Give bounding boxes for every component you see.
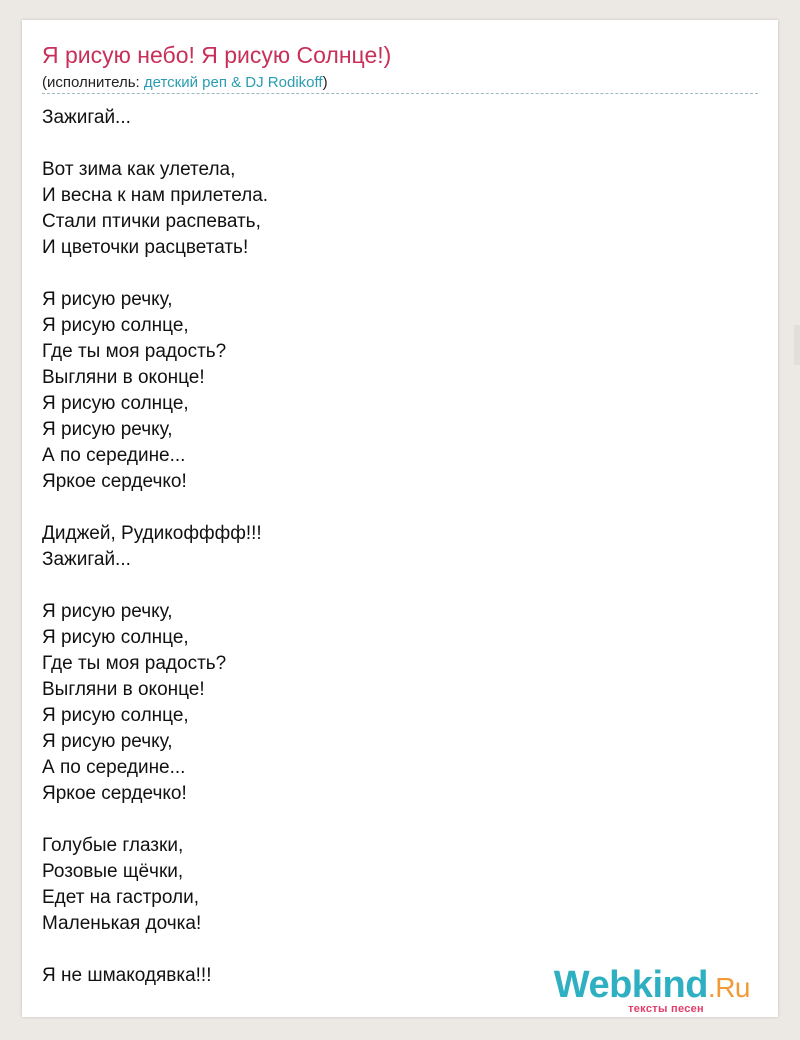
lyric-line: Где ты моя радость? <box>42 653 227 674</box>
lyric-line: Я рисую речку, <box>42 601 173 622</box>
stanza-break <box>42 937 742 963</box>
lyric-line: Розовые щёчки, <box>42 861 184 882</box>
logo-tagline: тексты песен <box>628 1003 704 1015</box>
stanza-break <box>42 573 742 599</box>
logo-wordmark <box>554 965 750 1008</box>
lyric-line: Голубые глазки, <box>42 835 184 856</box>
lyric-line: Маленькая дочка! <box>42 913 202 934</box>
lyrics-text <box>42 105 742 989</box>
lyric-line: Я рисую солнце, <box>42 627 189 648</box>
lyric-line: Я рисую солнце, <box>42 705 189 726</box>
lyric-line: Едет на гастроли, <box>42 887 199 908</box>
lyric-line: Я не шмакодявка!!! <box>42 965 212 986</box>
artist-link[interactable]: детский реп & DJ Rodikoff <box>143 74 323 91</box>
stanza-break <box>42 261 742 287</box>
lyric-line: Я рисую речку, <box>42 731 173 752</box>
lyric-line: Я рисую солнце, <box>42 393 189 414</box>
lyric-line: Яркое сердечко! <box>42 783 187 804</box>
lyric-line: Зажигай... <box>42 107 131 128</box>
lyric-line: А по середине... <box>42 757 186 778</box>
stanza-break <box>42 807 742 833</box>
lyric-line: Я рисую речку, <box>42 419 173 440</box>
lyric-line: Где ты моя радость? <box>42 341 227 362</box>
lyric-line: Вот зима как улетела, <box>42 159 236 180</box>
lyric-line: Выгляни в оконце! <box>42 679 205 700</box>
lyric-line: Стали птички распевать, <box>42 211 261 232</box>
title-divider <box>42 93 758 94</box>
lyric-line: И весна к нам прилетела. <box>42 185 269 206</box>
page-edge-marker <box>794 325 800 365</box>
lyric-line: А по середине... <box>42 445 186 466</box>
webkind-logo[interactable] <box>550 965 750 1017</box>
performer-suffix: ) <box>322 74 328 91</box>
performer-prefix: (исполнитель: <box>42 74 144 91</box>
lyric-line: Зажигай... <box>42 549 131 570</box>
song-title: Я рисую небо! Я рисую Солнце!) <box>42 42 392 68</box>
lyric-line: Я рисую речку, <box>42 289 173 310</box>
lyric-line: Выгляни в оконце! <box>42 367 205 388</box>
lyric-line: Диджей, Рудикофффф!!! <box>42 523 262 544</box>
stanza-break <box>42 131 742 157</box>
logo-name: Webkind <box>553 964 708 1006</box>
performer-line <box>42 74 328 91</box>
stanza-break <box>42 495 742 521</box>
lyrics-card <box>22 20 778 1017</box>
logo-tld: .Ru <box>707 972 750 1003</box>
lyric-line: Я рисую солнце, <box>42 315 189 336</box>
lyric-line: И цветочки расцветать! <box>42 237 249 258</box>
lyric-line: Яркое сердечко! <box>42 471 187 492</box>
